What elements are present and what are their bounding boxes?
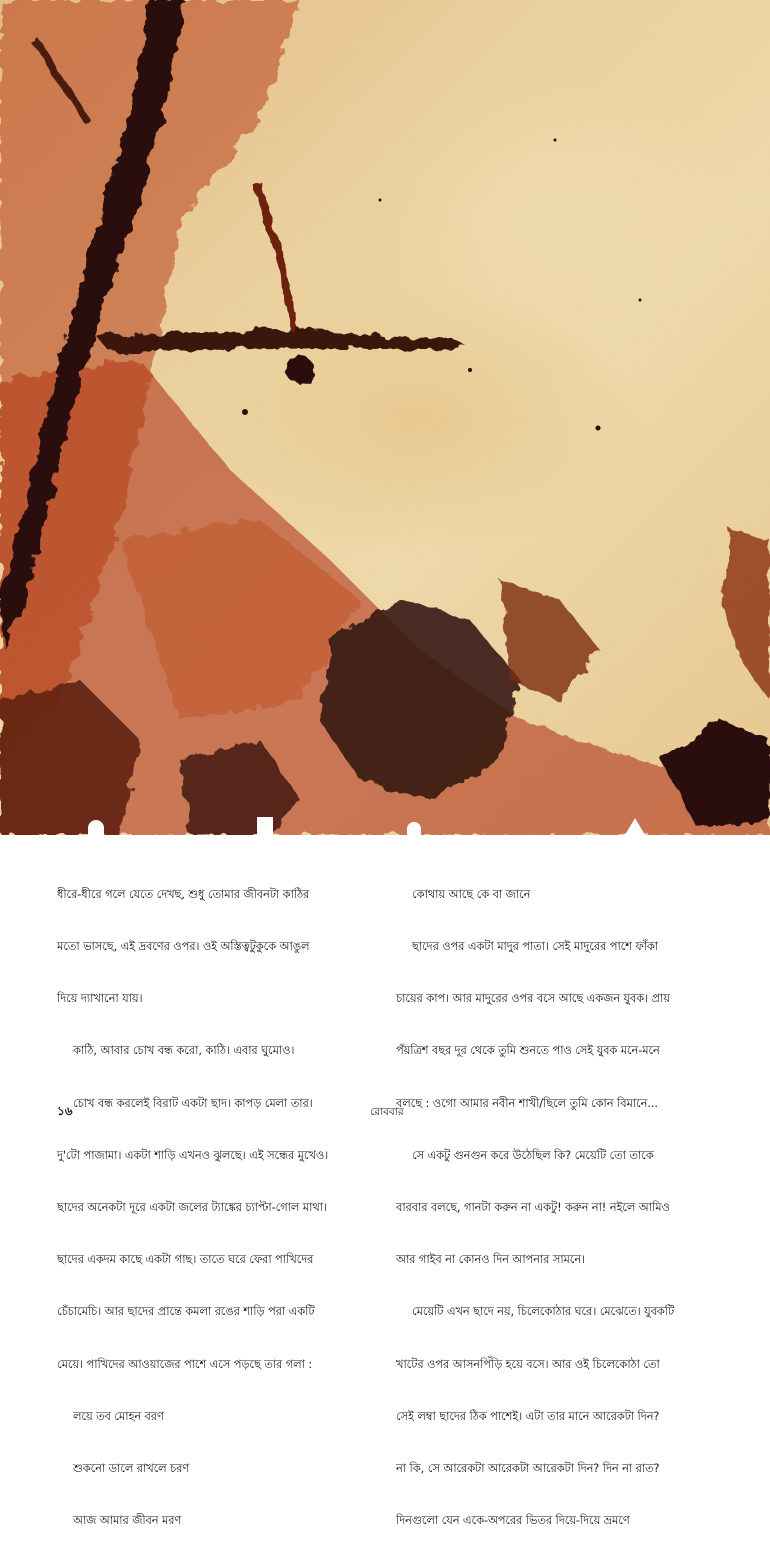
- text-column-right: [396, 851, 721, 1564]
- text-line: মেয়েটি এখন ছাদে নয়, চিলেকোঠার ঘরে। মেঝেতে। যুবকটি: [412, 1304, 675, 1319]
- song-line: আজ আমার জীবন মরণ: [73, 1513, 182, 1528]
- text-line: চায়ের কাপ। আর মাদুরের ওপর বসে আছে একজন যুবক। প্রায়: [396, 991, 670, 1006]
- text-line: পঁয়ত্রিশ বছর দূর থেকে তুমি শুনতে পাও সেই যুবক মনে-মনে: [396, 1043, 660, 1058]
- text-line: দিনগুলো যেন একে-অপরের ভিতর দিয়ে-দিয়ে ভ্রমণে: [396, 1513, 630, 1528]
- song-line: শুকনো ডালে রাখলে চরণ: [73, 1461, 190, 1476]
- text-line: খাটের ওপর আসনপিঁড়ি হয়ে বসে। আর ওই চিলেকোঠা তো: [396, 1356, 660, 1371]
- text-line: বারবার বলছে, গানটা করুন না একটু! করুন না! নইলে আমিও: [396, 1200, 670, 1215]
- text-line: মতো ভাসছে, এই দ্রবণের ওপর। ওই অস্তিত্বটুকুকে আঙুল: [57, 939, 310, 954]
- page-number: ১৬: [57, 1104, 73, 1118]
- text-line: চেঁচামেচি। আর ছাদের প্রান্তে কমলা রঙের শাড়ি পরা একটি: [57, 1304, 315, 1319]
- text-line: ছাদের অনেকটা দূরে একটা জলের ট্যাঙ্কের চ্যাপ্টা-গোল মাথা।: [57, 1200, 327, 1215]
- text-column-left: [57, 851, 357, 1564]
- text-line: মেয়ে। পাখিদের আওয়াজের পাশে এসে পড়ছে তার গলা :: [57, 1356, 313, 1371]
- artwork-notch: [88, 820, 104, 835]
- artwork-notch: [407, 822, 421, 835]
- running-head: রোববার: [370, 1106, 404, 1118]
- text-line: না কি, সে আরেকটা আরেকটা আরেকটা দিন? দিন না রাত?: [396, 1461, 660, 1476]
- song-line: লয়ে তব মোহন বরণ: [73, 1408, 164, 1423]
- text-line: ছাদের ওপর একটা মাদুর পাতা। সেই মাদুরের পাশে ফাঁকা: [412, 939, 659, 954]
- text-line: আর গাইব না কোনও দিন আপনার সামনে।: [396, 1252, 586, 1267]
- text-line: কাঠি, আবার চোখ বন্ধ করো, কাঠি। এবার ঘুমোও।: [73, 1043, 295, 1058]
- song-line: কোথায় আছে কে বা জানে: [412, 886, 531, 901]
- text-line: সে একটু গুনগুন করে উঠেছিল কি? মেয়েটি তো তাকে: [412, 1147, 654, 1162]
- text-line: ছাদের একদম কাছে একটা গাছ। তাতে ঘরে ফেরা পাখিদের: [57, 1252, 314, 1267]
- artwork-notch: [257, 817, 273, 835]
- text-line: দিয়ে দ্যাখানো যায়।: [57, 991, 143, 1006]
- text-line: বলছে : ওগো আমার নবীন শাখী/ছিলে তুমি কোন বিমানে...: [396, 1095, 658, 1110]
- text-line: চোখ বন্ধ করলেই বিরাট একটা ছাদ। কাপড় মেলা তার।: [73, 1095, 313, 1110]
- text-line: দু'টো পাজামা। একটা শাড়ি এখনও ঝুলছে। এই সন্ধের মুখেও।: [57, 1147, 329, 1162]
- text-line: ধীরে-ধীরে গলে যেতে দেখছ, শুধু তোমার জীবনটা কাঠির: [57, 886, 310, 901]
- text-line: সেই লম্বা ছাদের ঠিক পাশেই। এটা তার মানে আরেকটা দিন?: [396, 1408, 660, 1423]
